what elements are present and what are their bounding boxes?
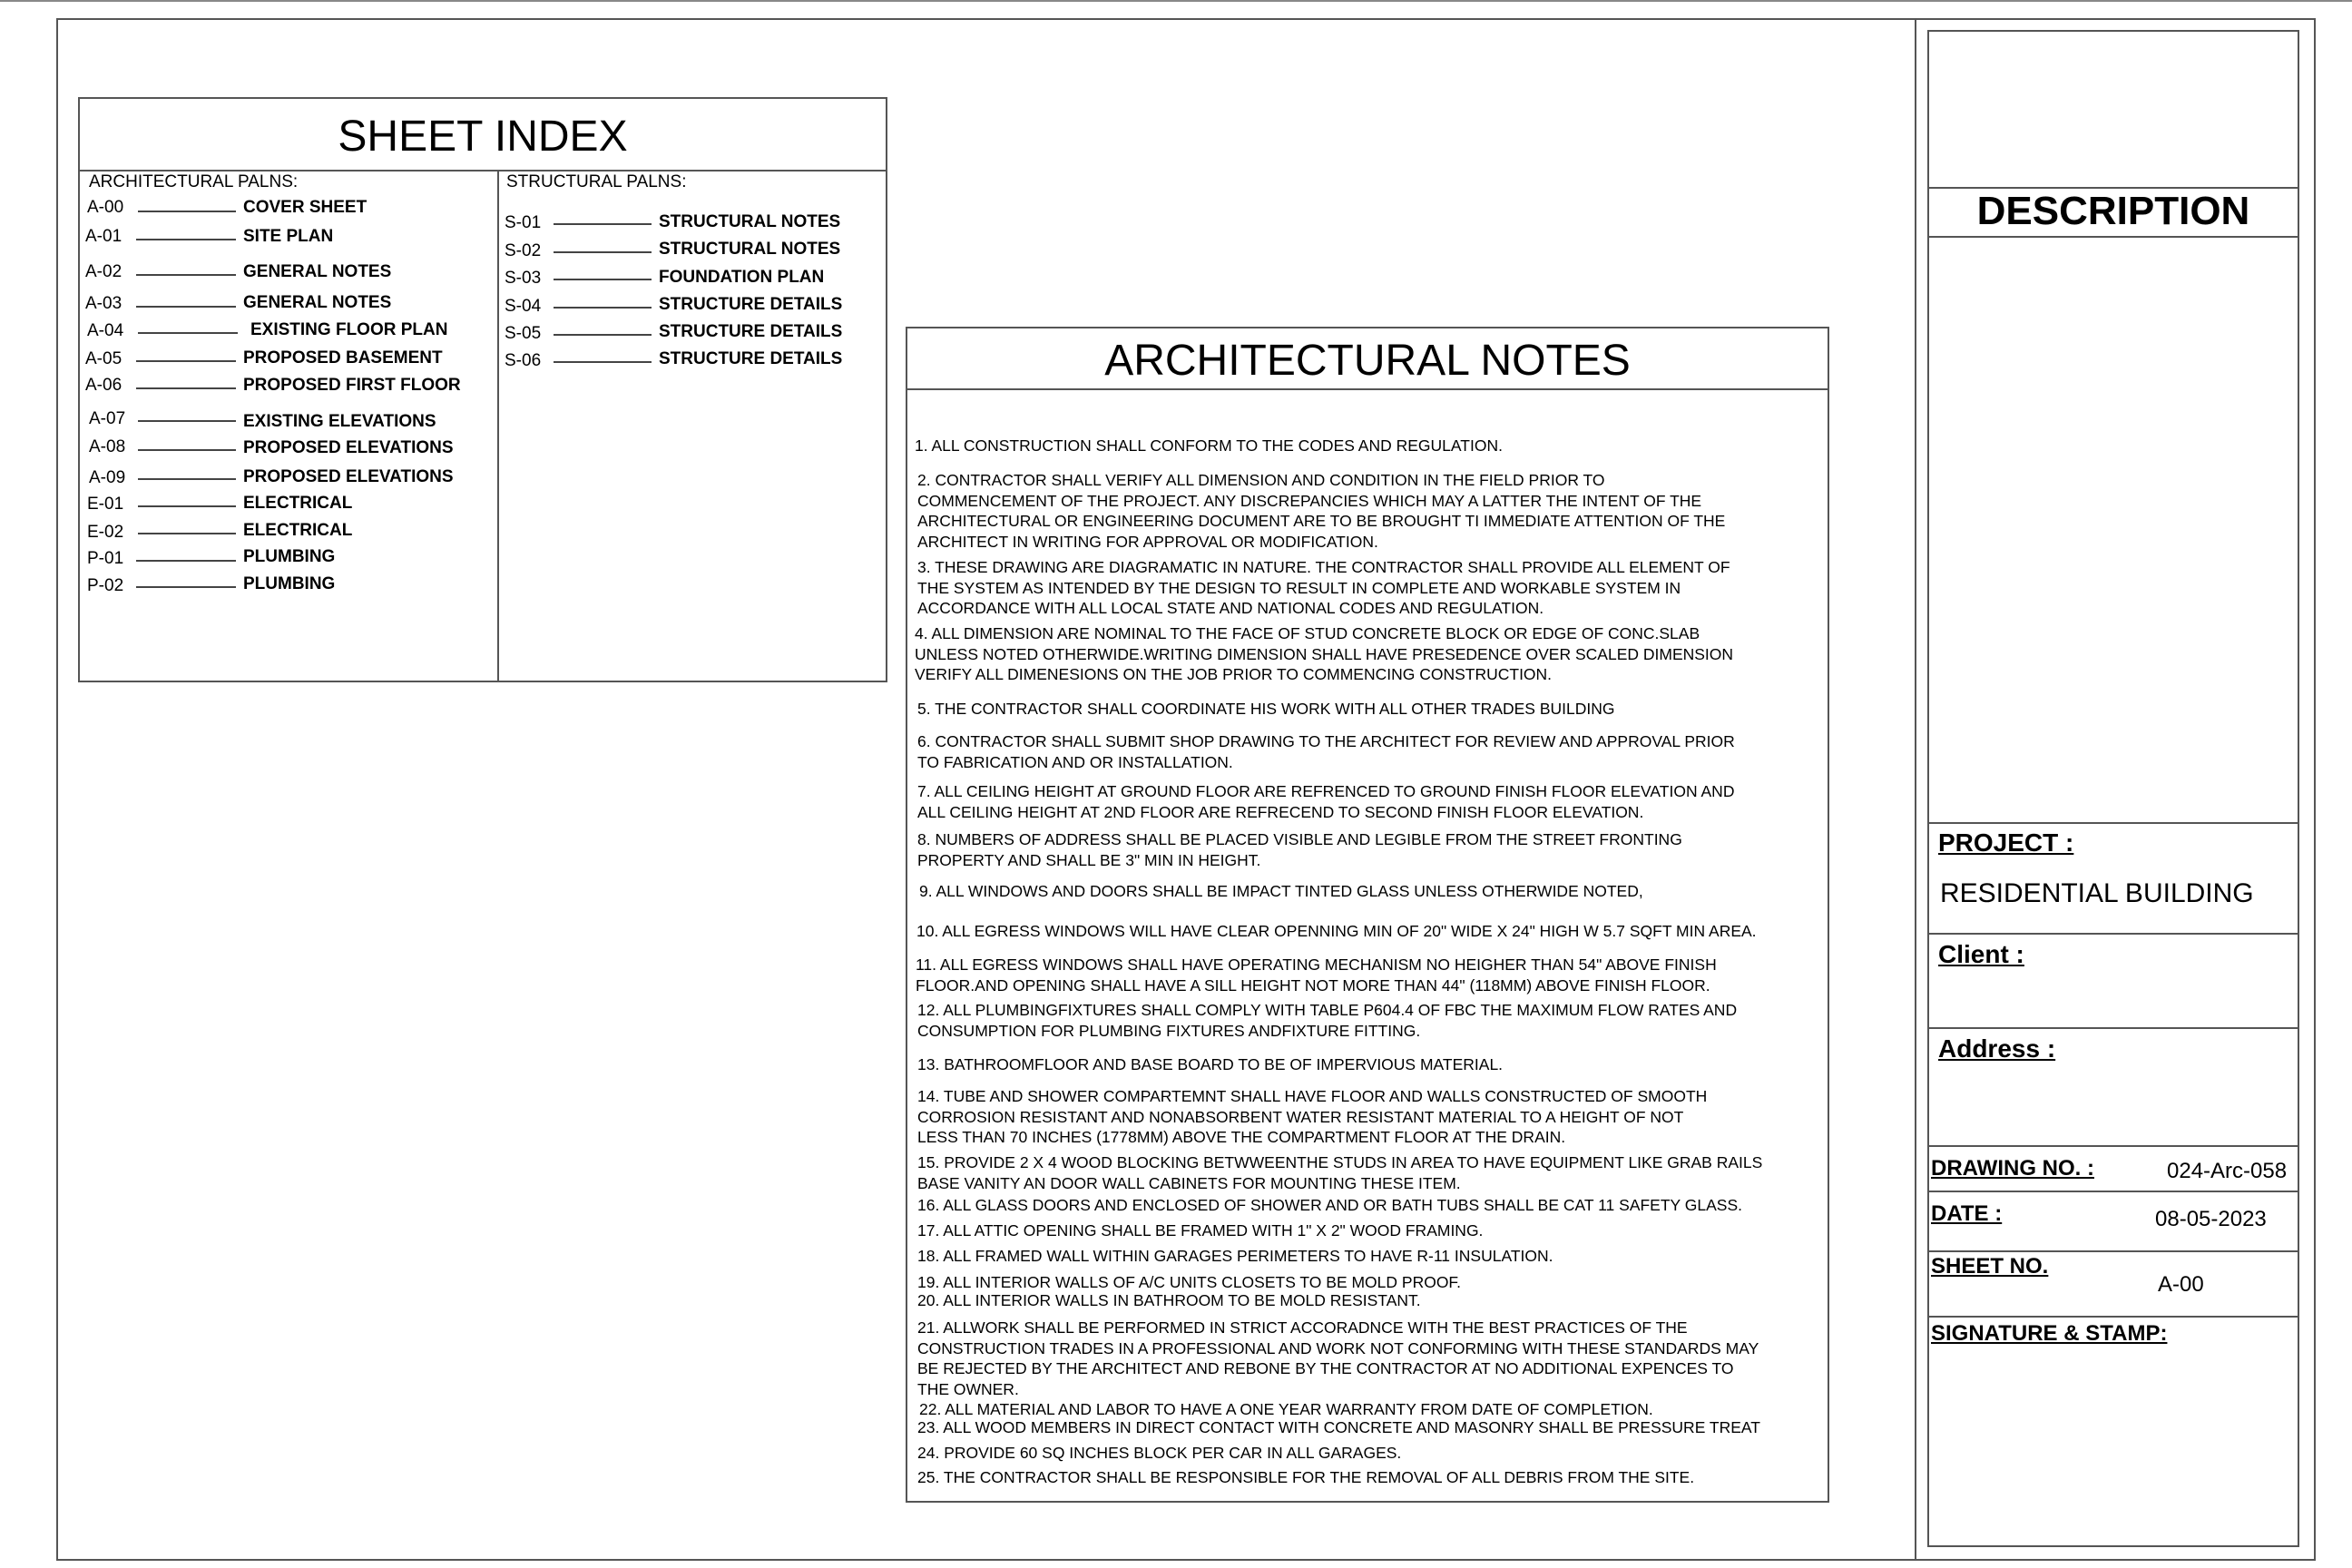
- sheet-name: EXISTING FLOOR PLAN: [250, 320, 448, 339]
- tb-line: [1927, 1027, 2299, 1029]
- sheet-code: A-07: [89, 409, 126, 428]
- title-block: [1927, 30, 2299, 1547]
- arch-note-12: 12. ALL PLUMBINGFIXTURES SHALL COMPLY WITH TABLE P604.4 OF FBC THE MAXIMUM FLOW RATES AND CONSUMPTION FOR PLUMBING FIXTURES ANDFIXTURE FITTING.: [917, 1001, 1738, 1040]
- tb-line: [1927, 1191, 2299, 1192]
- arch-note-19: 19. ALL INTERIOR WALLS OF A/C UNITS CLOSETS TO BE MOLD PROOF.: [917, 1273, 1462, 1291]
- sheet-name: STRUCTURAL NOTES: [659, 240, 841, 259]
- arch-note-25: 25. THE CONTRACTOR SHALL BE RESPONSIBLE FOR THE REMOVAL OF ALL DEBRIS FROM THE SITE.: [917, 1468, 1695, 1486]
- tb-line: [1927, 1250, 2299, 1252]
- arch-note-5: 5. THE CONTRACTOR SHALL COORDINATE HIS WORK WITH ALL OTHER TRADES BUILDING: [917, 700, 1615, 718]
- tb-line: [1927, 1316, 2299, 1318]
- sheet-code: A-09: [89, 468, 126, 487]
- leader-line: [138, 449, 236, 451]
- project-value: RESIDENTIAL BUILDING: [1940, 878, 2254, 908]
- leader-line: [554, 223, 652, 225]
- leader-line: [554, 334, 652, 336]
- leader-line: [136, 306, 236, 308]
- arch-note-23: 23. ALL WOOD MEMBERS IN DIRECT CONTACT WITH CONCRETE AND MASONRY SHALL BE PRESSURE TREAT: [917, 1418, 1760, 1436]
- date-value: 08-05-2023: [2155, 1207, 2267, 1231]
- sheet-index-title-divider: [78, 170, 887, 172]
- sheet-code: E-01: [87, 495, 124, 514]
- leader-line: [136, 274, 236, 276]
- sheet-name: COVER SHEET: [243, 198, 368, 217]
- sheet-code: A-04: [87, 321, 124, 340]
- arch-note-8: 8. NUMBERS OF ADDRESS SHALL BE PLACED VISIBLE AND LEGIBLE FROM THE STREET FRONTING PROPERTY AND SHALL BE 3" MIN IN HEIGHT.: [917, 830, 1682, 869]
- tb-line: [1927, 236, 2299, 238]
- sheet-code: S-06: [505, 351, 542, 370]
- arch-note-3: 3. THESE DRAWING ARE DIAGRAMATIC IN NATURE. THE CONTRACTOR SHALL PROVIDE ALL ELEMENT OF THE SYSTEM AS INTENDED BY THE DESIGN TO RESULT IN COMPLETE AND WORKABLE SYSTEM IN ACCORDANCE WITH ALL LOCAL STATE AND NATIONAL CODES AND REGULATION.: [917, 558, 1730, 617]
- arch-note-9: 9. ALL WINDOWS AND DOORS SHALL BE IMPACT TINTED GLASS UNLESS OTHERWIDE NOTED,: [919, 882, 1643, 900]
- arch-note-18: 18. ALL FRAMED WALL WITHIN GARAGES PERIMETERS TO HAVE R-11 INSULATION.: [917, 1247, 1553, 1265]
- sheet-code: A-08: [89, 437, 126, 456]
- arch-note-1: 1. ALL CONSTRUCTION SHALL CONFORM TO THE CODES AND REGULATION.: [915, 436, 1503, 455]
- sheet-name: PROPOSED FIRST FLOOR: [243, 376, 461, 395]
- sheet-no-label: SHEET NO.: [1931, 1254, 2049, 1279]
- date-label: DATE :: [1931, 1201, 2003, 1226]
- leader-line: [136, 560, 236, 562]
- sheet-code: A-03: [85, 294, 122, 313]
- sheet-name: STRUCTURE DETAILS: [659, 295, 843, 314]
- sheet-code: S-05: [505, 324, 542, 343]
- arch-note-10: 10. ALL EGRESS WINDOWS WILL HAVE CLEAR OPENNING MIN OF 20" WIDE X 24" HIGH W 5.7 SQFT MIN AREA.: [916, 922, 1757, 940]
- signature-stamp-label: SIGNATURE & STAMP:: [1931, 1321, 2168, 1346]
- tb-line: [1927, 822, 2299, 824]
- leader-line: [554, 361, 652, 363]
- tb-line: [1927, 933, 2299, 935]
- leader-line: [138, 505, 236, 507]
- leader-line: [136, 387, 236, 389]
- description-heading: DESCRIPTION: [1976, 189, 2250, 233]
- sheet-code: S-03: [505, 269, 542, 288]
- sheet-name: PROPOSED BASEMENT: [243, 348, 443, 368]
- leader-line: [136, 360, 236, 362]
- leader-line: [554, 307, 652, 309]
- sheet-name: PROPOSED ELEVATIONS: [243, 467, 454, 486]
- sheet-index-column-divider: [497, 170, 499, 682]
- sheet-name: GENERAL NOTES: [243, 262, 392, 281]
- arch-note-15: 15. PROVIDE 2 X 4 WOOD BLOCKING BETWWEENTHE STUDS IN AREA TO HAVE EQUIPMENT LIKE GRAB RAILS BASE VANITY AN DOOR WALL CABINETS FOR MOUNTING THESE ITEM.: [917, 1153, 1763, 1192]
- sheet-code: S-04: [505, 297, 542, 316]
- arch-note-4: 4. ALL DIMENSION ARE NOMINAL TO THE FACE OF STUD CONCRETE BLOCK OR EDGE OF CONC.SLAB UNLESS NOTED OTHERWIDE.WRITING DIMENSION SHALL HAVE PRESEDENCE OVER SCALED DIMENSION VERIFY ALL DIMENESIONS ON THE JOB PRIOR TO COMMENCING CONSTRUCTION.: [915, 624, 1734, 683]
- arch-note-6: 6. CONTRACTOR SHALL SUBMIT SHOP DRAWING TO THE ARCHITECT FOR REVIEW AND APPROVAL PRIOR TO FABRICATION AND OR INSTALLATION.: [917, 732, 1735, 771]
- arch-note-11: 11. ALL EGRESS WINDOWS SHALL HAVE OPERATING MECHANISM NO HEIGHER THAN 54" ABOVE FINISH FLOOR.AND OPENING SHALL HAVE A SILL HEIGHT NOT MORE THAN 44" (118MM) ABOVE FINISH FLOOR.: [916, 956, 1717, 995]
- sheet-code: S-02: [505, 241, 542, 260]
- drawing-no-value: 024-Arc-058: [2167, 1159, 2288, 1183]
- arch-note-21: 21. ALLWORK SHALL BE PERFORMED IN STRICT ACCORADNCE WITH THE BEST PRACTICES OF THE CONSTRUCTION TRADES IN A PROFESSIONAL AND WORK NOT CONFORMING WITH THESE STANDARDS MAY BE REJECTED BY THE ARCHITECT AND REBONE BY THE CONTRACTOR AT NO ADDITIONAL EXPENCES TO THE OWNER.: [917, 1318, 1759, 1398]
- arch-note-13: 13. BATHROOMFLOOR AND BASE BOARD TO BE OF IMPERVIOUS MATERIAL.: [917, 1055, 1504, 1073]
- sheet-code: P-01: [87, 549, 124, 568]
- sheet-name: EXISTING ELEVATIONS: [243, 412, 436, 431]
- sheet-top-edge: [0, 0, 2352, 2]
- project-label: PROJECT :: [1938, 828, 2074, 857]
- sheet-code: A-00: [87, 198, 124, 217]
- sheet-name: STRUCTURE DETAILS: [659, 349, 843, 368]
- sheet-name: STRUCTURE DETAILS: [659, 322, 843, 341]
- sheet-code: A-02: [85, 262, 122, 281]
- arch-note-7: 7. ALL CEILING HEIGHT AT GROUND FLOOR ARE REFRENCED TO GROUND FINISH FLOOR ELEVATION AND ALL CEILING HEIGHT AT 2ND FLOOR ARE REFRECEND TO SECOND FINISH FLOOR ELEVATION.: [917, 782, 1735, 821]
- sheet-code: S-01: [505, 213, 542, 232]
- sheet-code: A-01: [85, 227, 122, 246]
- sheet-name: PLUMBING: [243, 574, 336, 593]
- structural-plans-heading: STRUCTURAL PALNS:: [506, 172, 687, 191]
- sheet-name: ELECTRICAL: [243, 494, 353, 513]
- leader-line: [136, 239, 236, 240]
- arch-note-2: 2. CONTRACTOR SHALL VERIFY ALL DIMENSION AND CONDITION IN THE FIELD PRIOR TO COMMENCEMENT OF THE PROJECT. ANY DISCREPANCIES WHICH MAY A LATTER THE INTENT OF THE ARCHITECTURAL OR ENGINEERING DOCUMENT ARE TO BE BROUGHT TI IMMEDIATE ATTENTION OF THE ARCHITECT IN WRITING FOR APPROVAL OR MODIFICATION.: [917, 471, 1726, 551]
- sheet-name: STRUCTURAL NOTES: [659, 212, 841, 231]
- sheet-name: SITE PLAN: [243, 227, 334, 246]
- arch-note-17: 17. ALL ATTIC OPENING SHALL BE FRAMED WITH 1" X 2" WOOD FRAMING.: [917, 1221, 1484, 1240]
- sheet-name: PLUMBING: [243, 547, 336, 566]
- sheet-name: FOUNDATION PLAN: [659, 268, 825, 287]
- arch-note-16: 16. ALL GLASS DOORS AND ENCLOSED OF SHOWER AND OR BATH TUBS SHALL BE CAT 11 SAFETY GLASS.: [917, 1196, 1742, 1214]
- arch-note-14: 14. TUBE AND SHOWER COMPARTEMNT SHALL HAVE FLOOR AND WALLS CONSTRUCTED OF SMOOTH CORROSION RESISTANT AND NONABSORBENT WATER RESISTANT MATERIAL TO A HEIGHT OF NOT LESS THAN 70 INCHES (1778MM) ABOVE THE COMPARTMENT FLOOR AT THE DRAIN.: [917, 1087, 1708, 1146]
- sheet-code: P-02: [87, 576, 124, 595]
- leader-line: [138, 420, 236, 422]
- title-block-divider: [1915, 18, 1916, 1561]
- sheet-code: A-05: [85, 349, 122, 368]
- sheet-name: GENERAL NOTES: [243, 293, 392, 312]
- architectural-notes-title: ARCHITECTURAL NOTES: [1104, 337, 1631, 385]
- sheet-code: A-06: [85, 376, 122, 395]
- leader-line: [136, 586, 236, 588]
- leader-line: [138, 478, 236, 480]
- sheet-name: PROPOSED ELEVATIONS: [243, 438, 454, 457]
- sheet-index-title: SHEET INDEX: [338, 113, 628, 161]
- sheet-no-value: A-00: [2158, 1272, 2204, 1297]
- leader-line: [138, 533, 236, 534]
- arch-note-24: 24. PROVIDE 60 SQ INCHES BLOCK PER CAR IN ALL GARAGES.: [917, 1444, 1402, 1462]
- leader-line: [554, 279, 652, 280]
- architectural-plans-heading: ARCHITECTURAL PALNS:: [89, 172, 299, 191]
- tb-line: [1927, 1145, 2299, 1147]
- address-label: Address :: [1938, 1034, 2056, 1063]
- arch-note-22: 22. ALL MATERIAL AND LABOR TO HAVE A ONE YEAR WARRANTY FROM DATE OF COMPLETION.: [919, 1400, 1653, 1418]
- architectural-notes-title-divider: [906, 388, 1829, 390]
- sheet-code: E-02: [87, 523, 124, 542]
- sheet-name: ELECTRICAL: [243, 521, 353, 540]
- leader-line: [138, 211, 236, 212]
- leader-line: [138, 332, 238, 334]
- leader-line: [554, 251, 652, 253]
- drawing-no-label: DRAWING NO. :: [1931, 1156, 2094, 1181]
- arch-note-20: 20. ALL INTERIOR WALLS IN BATHROOM TO BE MOLD RESISTANT.: [917, 1291, 1421, 1309]
- client-label: Client :: [1938, 940, 2024, 968]
